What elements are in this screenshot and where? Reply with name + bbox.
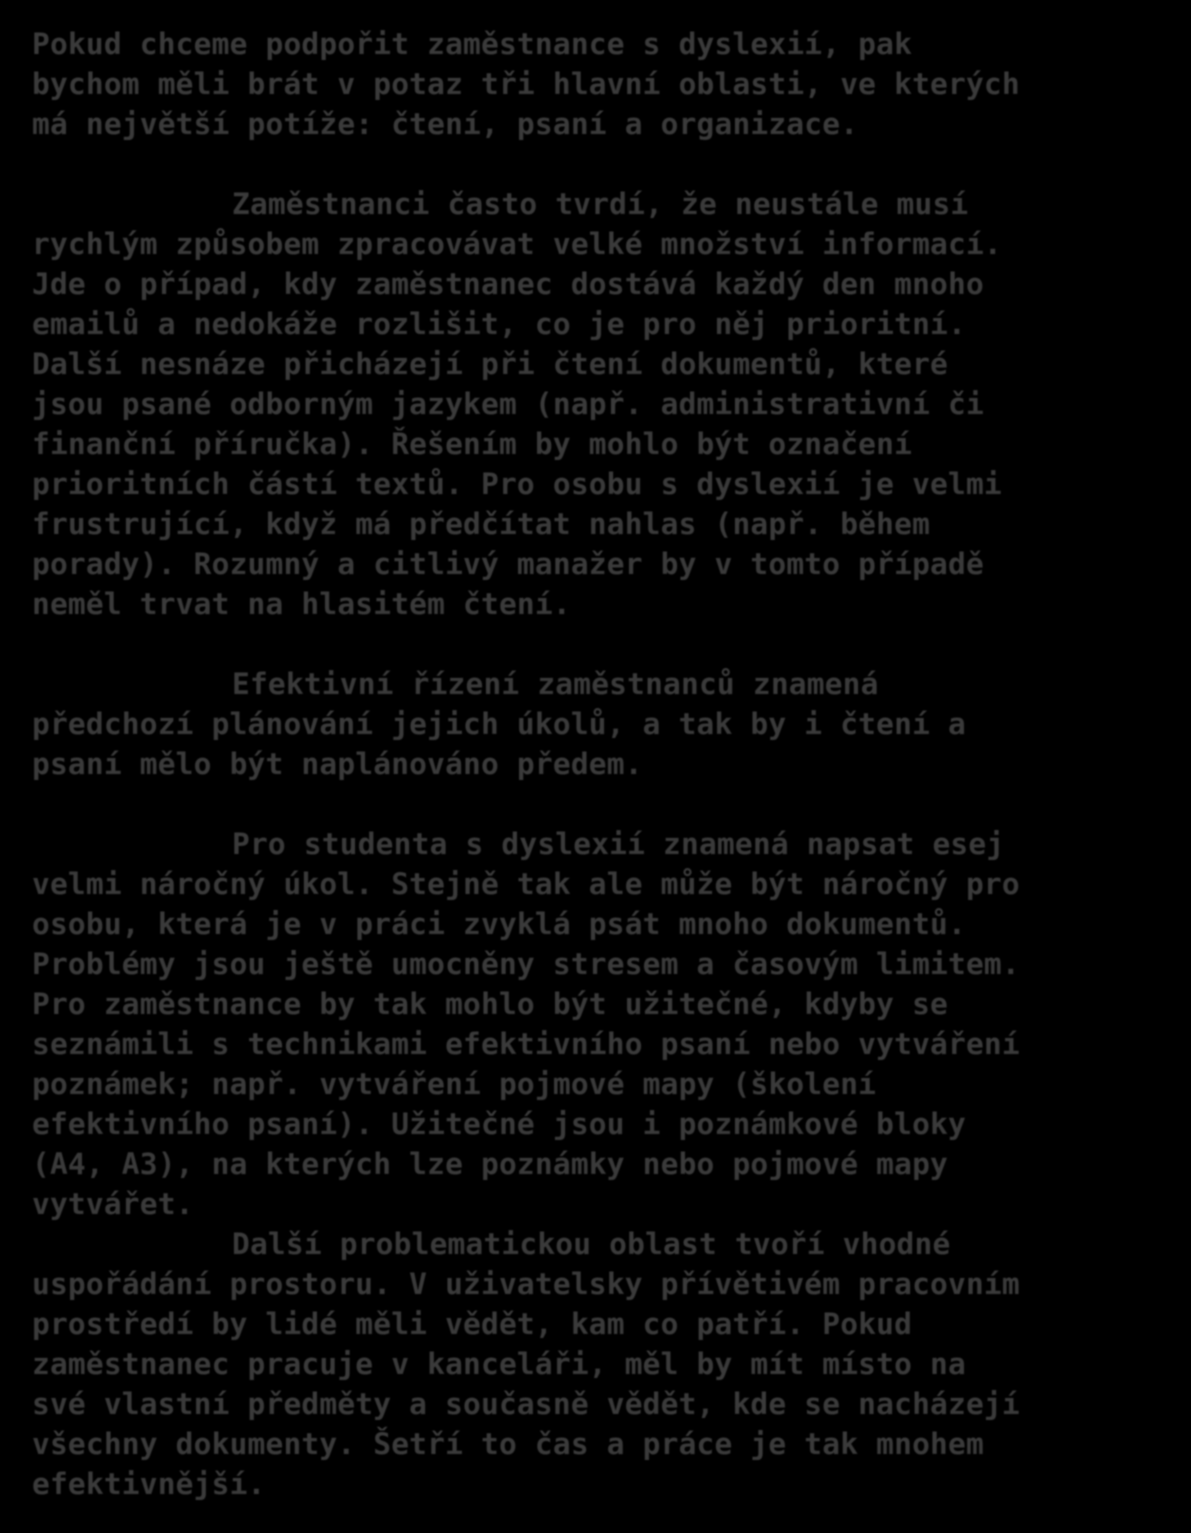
paragraph xyxy=(32,24,1172,144)
line-text: osobu, která je v práci zvyklá psát mnoho dokumentů. xyxy=(32,907,966,941)
line-text: finanční příručka). Řešením by mohlo být označení xyxy=(32,427,913,461)
document-body xyxy=(32,24,1172,1504)
text-line xyxy=(32,304,1172,344)
text-line xyxy=(32,904,1172,944)
paragraph xyxy=(32,664,1172,784)
text-line xyxy=(32,864,1172,904)
line-text: předchozí plánování jejich úkolů, a tak by i čtení a xyxy=(32,707,966,741)
text-line xyxy=(32,824,1172,864)
text-line xyxy=(32,1344,1172,1384)
text-line xyxy=(32,464,1172,504)
text-line xyxy=(32,184,1172,224)
paragraph xyxy=(32,184,1172,624)
line-text: rychlým způsobem zpracovávat velké množství informací. xyxy=(32,227,1002,261)
line-text: prioritních částí textů. Pro osobu s dyslexií je velmi xyxy=(32,467,1002,501)
line-text: psaní mělo být naplánováno předem. xyxy=(32,747,643,781)
line-text: Problémy jsou ještě umocněny stresem a časovým limitem. xyxy=(32,947,1020,981)
line-text: všechny dokumenty. Šetří to čas a práce je tak mnohem xyxy=(32,1427,984,1461)
line-text: Zaměstnanci často tvrdí, že neustále musí xyxy=(232,187,969,221)
text-line xyxy=(32,224,1172,264)
paragraph xyxy=(32,824,1172,1224)
text-line xyxy=(32,744,1172,784)
text-line xyxy=(32,1224,1172,1264)
line-text: Jde o případ, kdy zaměstnanec dostává každý den mnoho xyxy=(32,267,984,301)
text-line xyxy=(32,424,1172,464)
line-text: velmi náročný úkol. Stejně tak ale může být náročný pro xyxy=(32,867,1020,901)
line-text: Další nesnáze přicházejí při čtení dokumentů, které xyxy=(32,347,948,381)
text-line xyxy=(32,504,1172,544)
line-text: frustrující, když má předčítat nahlas (např. během xyxy=(32,507,931,541)
line-text: vytvářet. xyxy=(32,1187,194,1221)
text-line xyxy=(32,1184,1172,1224)
line-text: má největší potíže: čtení, psaní a organizace. xyxy=(32,107,859,141)
text-line xyxy=(32,1424,1172,1464)
text-line xyxy=(32,24,1172,64)
line-text: Pokud chceme podpořit zaměstnance s dyslexií, pak xyxy=(32,27,913,61)
text-line xyxy=(32,384,1172,424)
line-text: Pro zaměstnance by tak mohlo být užitečné, kdyby se xyxy=(32,987,948,1021)
line-text: emailů a nedokáže rozlišit, co je pro něj prioritní. xyxy=(32,307,966,341)
text-line xyxy=(32,344,1172,384)
line-text: seznámili s technikami efektivního psaní nebo vytváření xyxy=(32,1027,1020,1061)
line-text: prostředí by lidé měli vědět, kam co patří. Pokud xyxy=(32,1307,913,1341)
line-text: Pro studenta s dyslexií znamená napsat esej xyxy=(232,827,1005,861)
text-line xyxy=(32,664,1172,704)
paragraph xyxy=(32,1224,1172,1504)
text-line xyxy=(32,1384,1172,1424)
text-line xyxy=(32,104,1172,144)
line-text: Další problematickou oblast tvoří vhodné xyxy=(232,1227,951,1261)
line-text: uspořádání prostoru. V uživatelsky přívětivém pracovním xyxy=(32,1267,1020,1301)
text-line xyxy=(32,544,1172,584)
text-line xyxy=(32,64,1172,104)
text-line xyxy=(32,1024,1172,1064)
text-line xyxy=(32,704,1172,744)
text-line xyxy=(32,1144,1172,1184)
line-text: efektivního psaní). Užitečné jsou i poznámkové bloky xyxy=(32,1107,966,1141)
line-text: efektivnější. xyxy=(32,1467,266,1501)
text-line xyxy=(32,1304,1172,1344)
line-text: porady). Rozumný a citlivý manažer by v tomto případě xyxy=(32,547,984,581)
line-text: Efektivní řízení zaměstnanců znamená xyxy=(232,667,879,701)
text-line xyxy=(32,1464,1172,1504)
line-text: (A4, A3), na kterých lze poznámky nebo pojmové mapy xyxy=(32,1147,948,1181)
line-text: zaměstnanec pracuje v kanceláři, měl by mít místo na xyxy=(32,1347,966,1381)
line-text: neměl trvat na hlasitém čtení. xyxy=(32,587,571,621)
text-line xyxy=(32,584,1172,624)
text-line xyxy=(32,944,1172,984)
text-line xyxy=(32,1264,1172,1304)
text-line xyxy=(32,984,1172,1024)
line-text: své vlastní předměty a současně vědět, kde se nacházejí xyxy=(32,1387,1020,1421)
text-line xyxy=(32,1064,1172,1104)
line-text: poznámek; např. vytváření pojmové mapy (školení xyxy=(32,1067,877,1101)
text-line xyxy=(32,1104,1172,1144)
text-line xyxy=(32,264,1172,304)
line-text: jsou psané odborným jazykem (např. administrativní či xyxy=(32,387,984,421)
line-text: bychom měli brát v potaz tři hlavní oblasti, ve kterých xyxy=(32,67,1020,101)
